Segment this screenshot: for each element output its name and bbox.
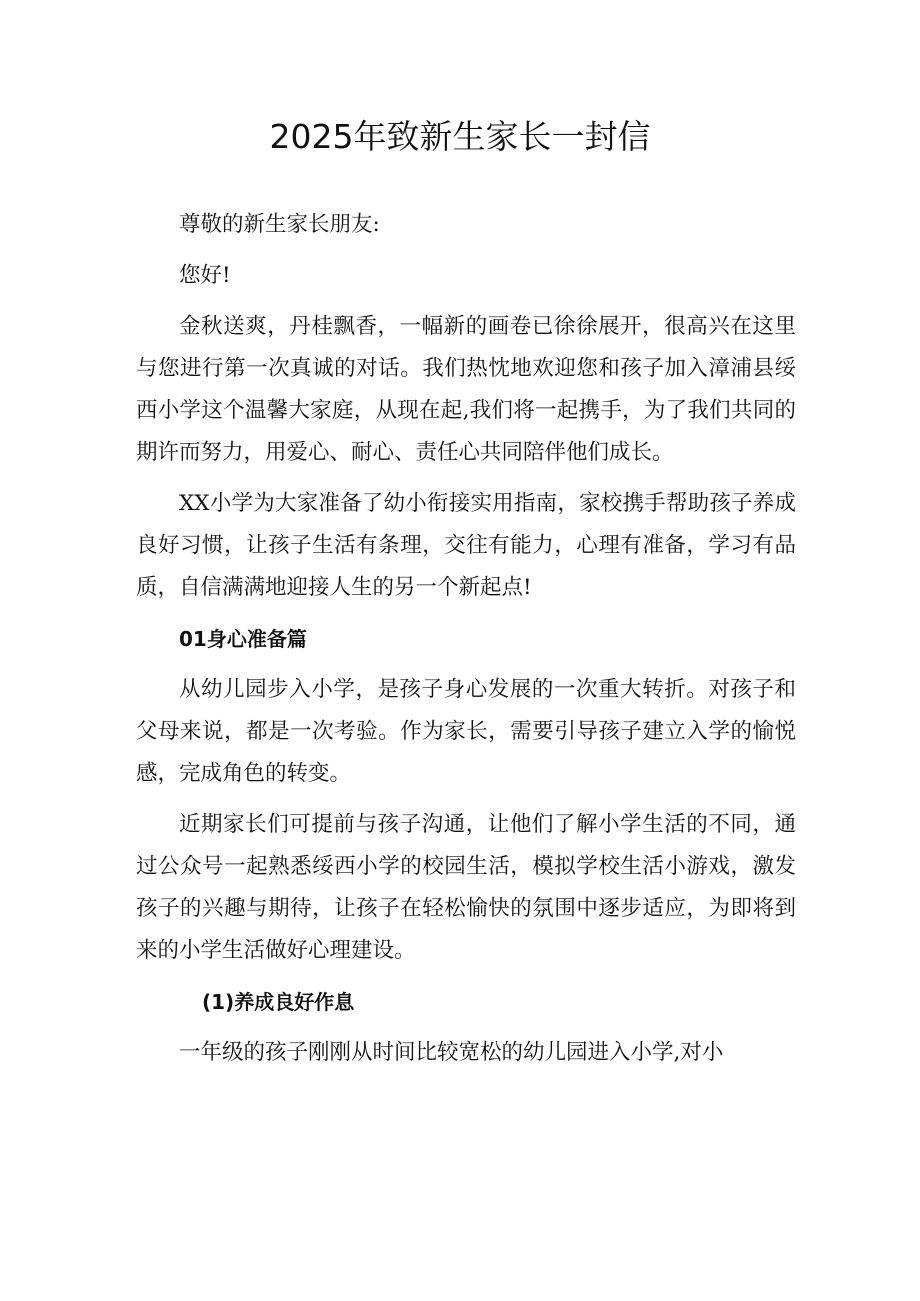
- paragraph-welcome: 金秋送爽，丹桂飘香，一幅新的画卷已徐徐展开，很高兴在这里与您进行第一次真诚的对话。我们热忱地欢迎您和孩子加入漳浦县绥西小学这个温馨大家庭，从现在起,我们将一起携手，为了我们共同的期许而努力，用爱心、耐心、责任心共同陪伴他们成长。: [136, 314, 796, 465]
- salutation: 尊敬的新生家长朋友:: [179, 212, 380, 237]
- greeting: 您好!: [179, 263, 231, 288]
- subsection-heading-routine: (1)养成良好作息: [202, 990, 355, 1014]
- section-heading-body-mind: 01身心准备篇: [179, 627, 307, 651]
- paragraph-guide: XX小学为大家准备了幼小衔接实用指南，家校携手帮助孩子养成良好习惯，让孩子生活有条理，交往有能力，心理有准备，学习有品质，自信满满地迎接人生的另一个新起点!: [136, 491, 796, 600]
- document-body: [136, 204, 796, 1083]
- paragraph-transition: 从幼儿园步入小学，是孩子身心发展的一次重大转折。对孩子和父母来说，都是一次考验。作为家长，需要引导孩子建立入学的愉悦感，完成角色的转变。: [136, 677, 796, 786]
- paragraph-routine: 一年级的孩子刚刚从时间比较宽松的幼儿园进入小学,对小: [179, 1040, 724, 1065]
- paragraph-communication: 近期家长们可提前与孩子沟通，让他们了解小学生活的不同，通过公众号一起熟悉绥西小学的校园生活，模拟学校生活小游戏，激发孩子的兴趣与期待，让孩子在轻松愉快的氛围中逐步适应，为即将到来的小学生活做好心理建设。: [136, 812, 796, 963]
- document-title: 2025年致新生家长一封信: [269, 117, 651, 156]
